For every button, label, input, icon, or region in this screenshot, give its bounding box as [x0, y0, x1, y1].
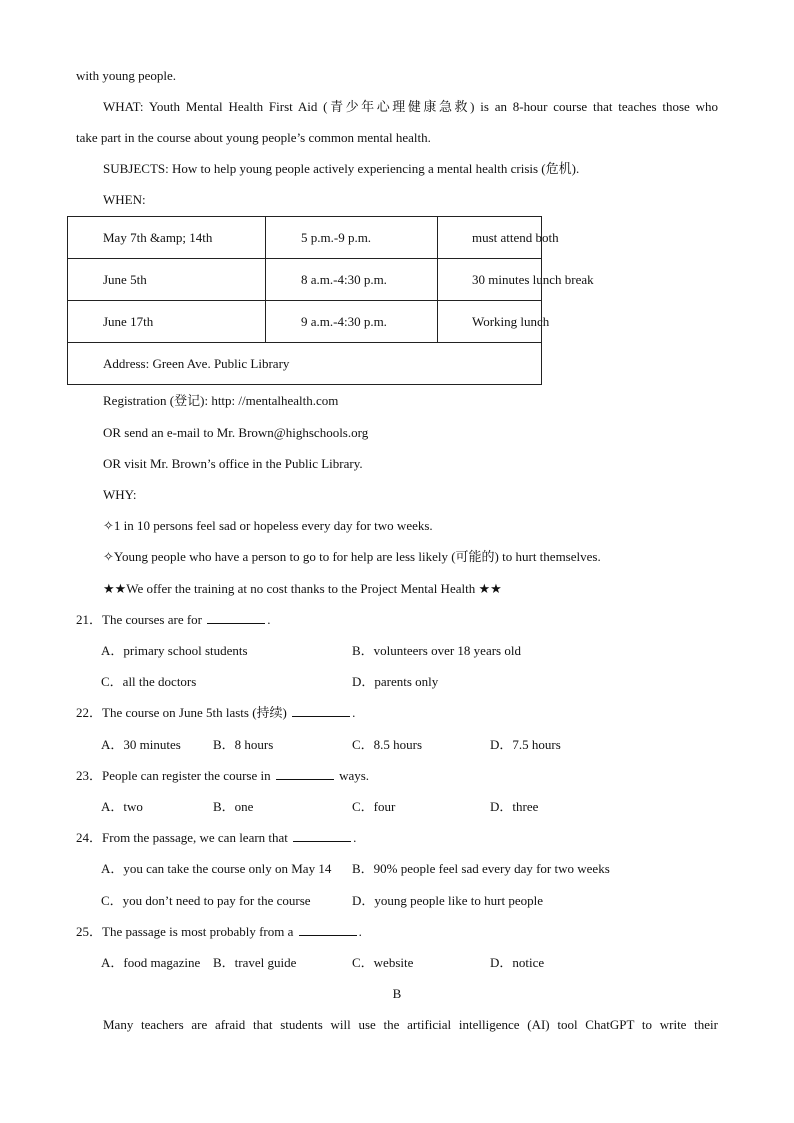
option-a[interactable]: A．two [101, 799, 143, 814]
email-line: OR send an e-mail to Mr. Brown@highschools.org [103, 425, 369, 440]
option-a[interactable]: A．primary school students [101, 643, 248, 658]
question-number: 24． [76, 830, 103, 845]
section-b-heading: B [392, 986, 402, 1001]
schedule-table [67, 216, 594, 385]
question-stem-end: . [267, 612, 271, 627]
subjects-line: SUBJECTS: How to help young people actively experiencing a mental health crisis (危机). [103, 161, 580, 176]
question-stem: The course on June 5th lasts (持续) [102, 705, 287, 720]
answer-blank [207, 612, 265, 624]
option-b[interactable]: B．volunteers over 18 years old [352, 643, 521, 658]
question-stem: The passage is most probably from a [102, 924, 294, 939]
answer-blank [292, 705, 350, 717]
visit-line: OR visit Mr. Brown’s office in the Public Library. [103, 456, 363, 471]
option-d[interactable]: D．7.5 hours [490, 737, 561, 752]
offer-line: ★★We offer the training at no cost thanks to the Project Mental Health ★★ [103, 581, 502, 596]
question-number: 21． [76, 612, 103, 627]
option-a[interactable]: A．30 minutes [101, 737, 181, 752]
question-stem: People can register the course in [102, 768, 271, 783]
question-21 [76, 612, 271, 628]
question-23 [76, 768, 369, 784]
question-number: 25． [76, 924, 103, 939]
option-c[interactable]: C．website [352, 955, 414, 970]
option-b[interactable]: B．90% people feel sad every day for two weeks [352, 861, 610, 876]
schedule-date: June 5th [68, 259, 266, 301]
what-paragraph-cont: take part in the course about young people’s common mental health. [76, 130, 431, 145]
question-stem-end: . [353, 830, 357, 845]
schedule-date: May 7th &amp; 14th [68, 217, 266, 259]
question-25 [76, 924, 362, 940]
address-cell: Address: Green Ave. Public Library [68, 343, 542, 385]
question-stem-end: . [352, 705, 356, 720]
why-point: ✧Young people who have a person to go to for help are less likely (可能的) to hurt themselves. [103, 549, 601, 564]
option-d[interactable]: D．young people like to hurt people [352, 893, 543, 908]
schedule-date: June 17th [68, 301, 266, 343]
answer-blank [299, 924, 357, 936]
option-a[interactable]: A．food magazine [101, 955, 201, 970]
intro-tail: with young people. [76, 68, 177, 83]
question-stem: The courses are for [102, 612, 202, 627]
table-row [68, 343, 542, 385]
option-c[interactable]: C．all the doctors [101, 674, 197, 689]
schedule-note: must attend both [438, 217, 542, 259]
when-label: WHEN: [103, 192, 146, 207]
option-b[interactable]: B．one [213, 799, 254, 814]
what-paragraph: WHAT: Youth Mental Health First Aid (青少年心理健康急救) is an 8-hour course that teaches those who [103, 99, 718, 114]
registration-line: Registration (登记): http: //mentalhealth.com [103, 393, 339, 408]
question-number: 22． [76, 705, 103, 720]
option-d[interactable]: D．parents only [352, 674, 439, 689]
option-c[interactable]: C．you don’t need to pay for the course [101, 893, 311, 908]
option-b[interactable]: B．travel guide [213, 955, 297, 970]
answer-blank [293, 830, 351, 842]
option-a[interactable]: A．you can take the course only on May 14 [101, 861, 332, 876]
schedule-note: Working lunch [438, 301, 542, 343]
why-label: WHY: [103, 487, 137, 502]
option-b[interactable]: B．8 hours [213, 737, 274, 752]
schedule-time: 5 p.m.-9 p.m. [266, 217, 438, 259]
section-b-first-line: Many teachers are afraid that students will use the artificial intelligence (AI) tool ChatGPT to write their [103, 1017, 718, 1032]
question-22 [76, 705, 355, 721]
answer-blank [276, 768, 334, 780]
question-24 [76, 830, 356, 846]
table-row [68, 217, 542, 259]
why-point: ✧1 in 10 persons feel sad or hopeless every day for two weeks. [103, 518, 433, 533]
question-stem-end: . [358, 924, 362, 939]
option-d[interactable]: D．three [490, 799, 539, 814]
schedule-time: 8 a.m.-4:30 p.m. [266, 259, 438, 301]
table-row [68, 301, 542, 343]
question-stem-end: ways. [339, 768, 370, 783]
table-row [68, 259, 542, 301]
option-c[interactable]: C．four [352, 799, 396, 814]
schedule-note: 30 minutes lunch break [438, 259, 542, 301]
option-c[interactable]: C．8.5 hours [352, 737, 423, 752]
question-stem: From the passage, we can learn that [102, 830, 288, 845]
option-d[interactable]: D．notice [490, 955, 545, 970]
question-number: 23． [76, 768, 103, 783]
schedule-time: 9 a.m.-4:30 p.m. [266, 301, 438, 343]
